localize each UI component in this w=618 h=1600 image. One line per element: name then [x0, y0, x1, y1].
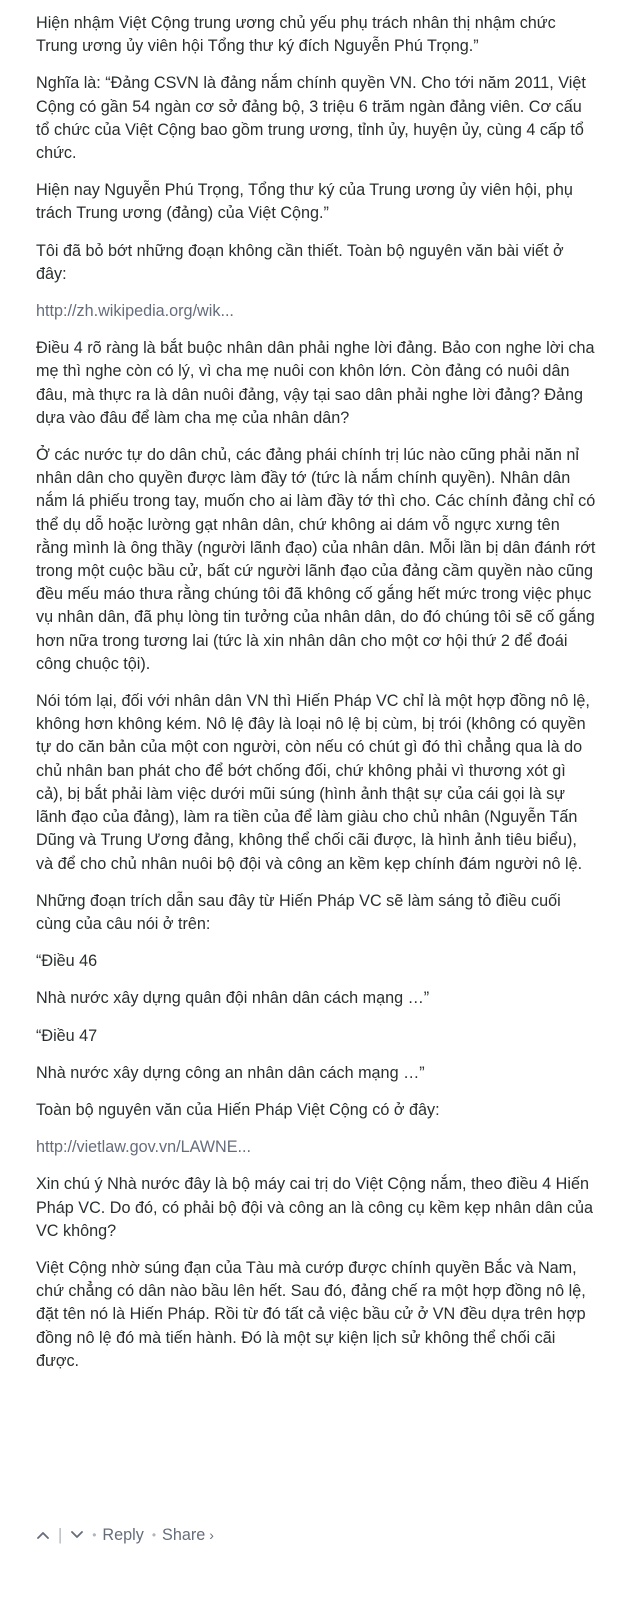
comment-paragraph: Những đoạn trích dẫn sau đây từ Hiến Pháp VC sẽ làm sáng tỏ điều cuối cùng của câu nói ở trên: [36, 891, 561, 933]
comment-link-paragraph [36, 300, 596, 323]
vietlaw-link[interactable]: http://vietlaw.gov.vn/LAWNE... [36, 1138, 252, 1157]
downvote-button[interactable] [70, 1525, 84, 1545]
comment-paragraph: Tôi đã bỏ bớt những đoạn không cần thiết. Toàn bộ nguyên văn bài viết ở đây: [36, 241, 564, 283]
wikipedia-link[interactable]: http://zh.wikipedia.org/wik... [36, 302, 234, 321]
comment-paragraph: “Điều 47 [36, 1026, 98, 1045]
footer-dot-separator: • [151, 1528, 157, 1542]
comment-paragraph: Xin chú ý Nhà nước đây là bộ máy cai trị do Việt Cộng nắm, theo điều 4 Hiến Pháp VC. Do đó, có phải bộ đội và công an là công cụ kềm kẹp nhân dân của VC không? [36, 1175, 594, 1240]
comment-paragraph: Ở các nước tự do dân chủ, các đảng phái chính trị lúc nào cũng phải năn nỉ nhân dân cho quyền được làm đầy tớ (tức là nắm chính quyền). Nhân dân nắm lá phiếu trong tay, muốn cho ai làm đầy tớ thì cho. Các chính đảng chỉ có thể dụ dỗ hoặc lường gạt nhân dân, chứ không ai dám vỗ ngực xưng tên rằng mình là ông thầy (người lãnh đạo) của nhân dân. Mỗi lần bị dân đánh rớt trong một cuộc bầu cử, bất cứ người lãnh đạo của đảng cầm quyền nào cũng đều mếu máo thưa rằng chúng tôi đã không cố gắng hết mức trong việc phục vụ nhân dân, đã phụ lòng tin tưởng của nhân dân, do đó chúng tôi sẽ cố gắng hơn nữa trong tương lai (tức là xin nhân dân cho một cơ hội thứ 2 để đoái công chuộc tội). [36, 446, 596, 673]
share-button[interactable] [162, 1526, 214, 1545]
comment-paragraph: Nghĩa là: “Đảng CSVN là đảng nắm chính quyền VN. Cho tới năm 2011, Việt Cộng có gần 54 ngàn cơ sở đảng bộ, 3 triệu 6 trăm ngàn đảng viên. Cơ cấu tổ chức của Việt Cộng bao gồm trung ương, tỉnh ủy, huyện ủy, cùng 4 cấp tổ chức. [36, 74, 586, 163]
comment-link-paragraph [36, 1136, 596, 1159]
comment-paragraph: Hiện nhậm Việt Cộng trung ương chủ yếu phụ trách nhân thị nhậm chức Trung ương ủy viên hội Tổng thư ký đích Nguyễn Phú Trọng.” [36, 14, 556, 56]
comment-footer [36, 1523, 214, 1547]
reply-button[interactable]: Reply [102, 1525, 144, 1544]
comment-paragraph: Toàn bộ nguyên văn của Hiến Pháp Việt Cộng có ở đây: [36, 1100, 440, 1119]
comment-paragraph: Nhà nước xây dựng công an nhân dân cách mạng …” [36, 1063, 425, 1082]
chevron-right-icon: › [209, 1526, 214, 1543]
vote-separator: | [58, 1525, 63, 1544]
chevron-down-icon [71, 1531, 83, 1539]
upvote-button[interactable] [36, 1525, 50, 1545]
comment-body [36, 0, 596, 1387]
comment-paragraph: Việt Cộng nhờ súng đạn của Tàu mà cướp được chính quyền Bắc và Nam, chứ chẳng có dân nào bầu lên hết. Sau đó, đảng chế ra một hợp đồng nô lệ, đặt tên nó là Hiến Pháp. Rồi từ đó tất cả việc bầu cử ở VN đều dựa trên hợp đồng nô lệ đó mà tiến hành. Đó là một sự kiện lịch sử không thể chối cãi được. [36, 1258, 586, 1370]
chevron-up-icon [37, 1531, 49, 1539]
comment-paragraph: Nói tóm lại, đối với nhân dân VN thì Hiến Pháp VC chỉ là một hợp đồng nô lệ, không hơn không kém. Nô lệ đây là loại nô lệ bị cùm, bị trói (không có quyền tự do căn bản của một con người, còn nếu có chút gì đó thì chẳng qua là do chủ nhân ban phát cho để bớt chống đối, chứ không phải vì thương xót gì cả), bị bắt phải làm việc dưới mũi súng (hình ảnh thật sự của cái gọi là sự lãnh đạo của đảng), làm ra tiền của để làm giàu cho chủ nhân (Nguyễn Tấn Dũng và Trung Ương đảng, không thể chối cãi được, là hình ảnh tiêu biểu), và để cho chủ nhân nuôi bộ đội và công an kềm kẹp chính đám người nô lệ. [36, 692, 590, 873]
footer-dot-separator: • [92, 1528, 97, 1542]
comment-paragraph: Điều 4 rõ ràng là bắt buộc nhân dân phải nghe lời đảng. Bảo con nghe lời cha mẹ thì nghe còn có lý, vì cha mẹ nuôi con khôn lớn. Còn đảng có nuôi dân đâu, mà thực ra là dân nuôi đảng, vậy tại sao dân phải nghe lời đảng? Đảng dựa vào đâu để làm cha mẹ của nhân dân? [36, 339, 595, 427]
comment-paragraph: “Điều 46 [36, 952, 98, 971]
share-label: Share [162, 1525, 206, 1544]
comment-paragraph: Hiện nay Nguyễn Phú Trọng, Tổng thư ký của Trung ương ủy viên hội, phụ trách Trung ương (đảng) của Việt Cộng.” [36, 181, 573, 223]
comment-paragraph: Nhà nước xây dựng quân đội nhân dân cách mạng …” [36, 989, 430, 1008]
